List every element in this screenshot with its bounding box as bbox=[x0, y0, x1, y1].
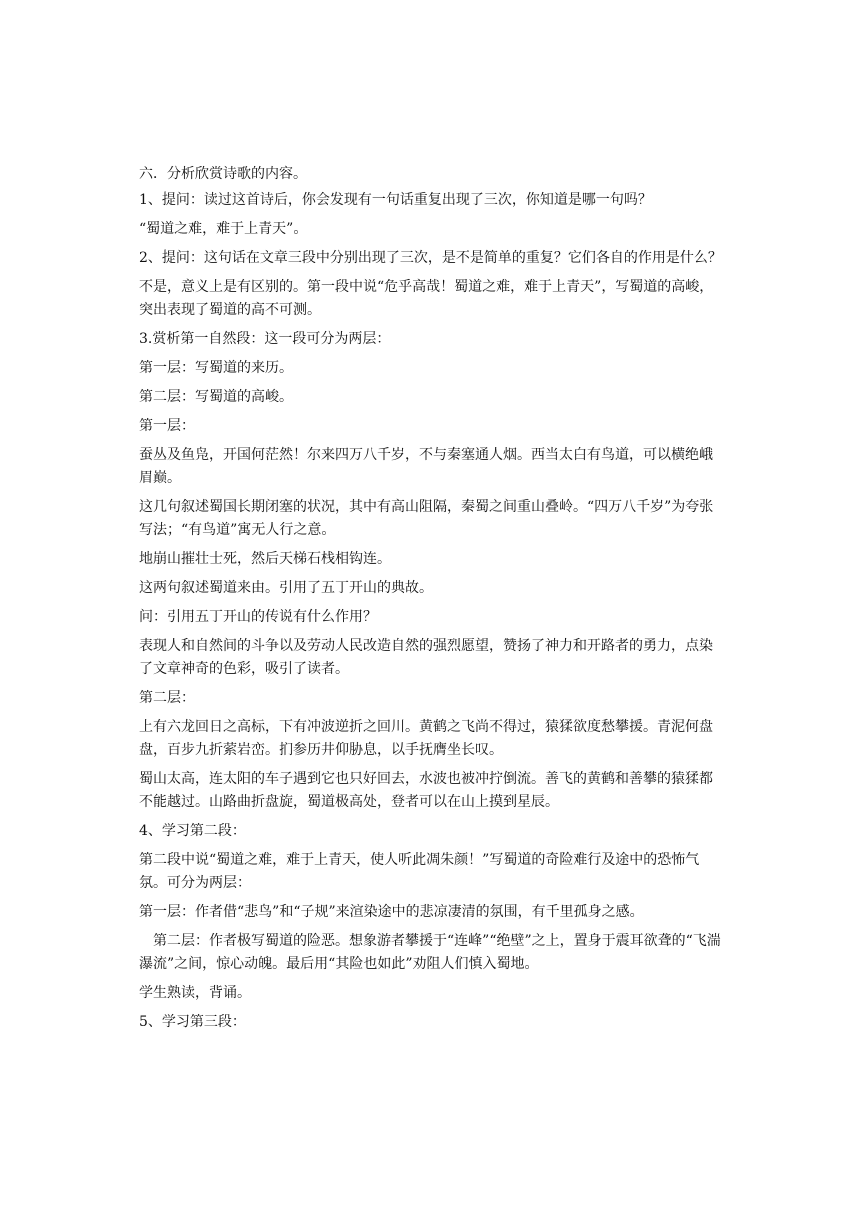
section-4-layer-1: 第一层：作者借“悲鸟”和“子规”来渲染途中的悲凉凄清的氛围，有千里孤身之感。 bbox=[139, 904, 644, 920]
layer-1-summary: 第一层：写蜀道的来历。 bbox=[139, 360, 293, 376]
section-3-heading: 3.赏析第一自然段：这一段可分为两层： bbox=[139, 331, 391, 347]
section-4-intro: 第二段中说“蜀道之难，难于上青天，使人听此凋朱颜！”写蜀道的奇险难行及途中的恐怖气氛。可分为两层： bbox=[139, 852, 700, 891]
question-3: 问：引用五丁开山的传说有什么作用？ bbox=[139, 609, 377, 625]
layer-2-heading: 第二层： bbox=[139, 690, 195, 706]
answer-3: 表现人和自然间的斗争以及劳动人民改造自然的强烈愿望，赞扬了神力和开路者的勇力，点染了文章神奇的色彩，吸引了读者。 bbox=[139, 638, 713, 677]
answer-2: 不是，意义上是有区别的。第一段中说“危乎高哉！蜀道之难，难于上青天”，写蜀道的高峻，突出表现了蜀道的高不可测。 bbox=[139, 279, 714, 318]
section-5-heading: 5、学习第三段： bbox=[139, 1014, 246, 1030]
explanation-1: 这几句叙述蜀国长期闭塞的状况，其中有高山阻隔，秦蜀之间重山叠岭。“四万八千岁”为夸张写法；“有鸟道”寓无人行之意。 bbox=[139, 499, 714, 538]
answer-1: “蜀道之难，难于上青天”。 bbox=[139, 221, 308, 237]
recitation-note: 学生熟读，背诵。 bbox=[139, 985, 251, 1001]
layer-2-summary: 第二层：写蜀道的高峻。 bbox=[139, 389, 293, 405]
section-4-heading: 4、学习第二段： bbox=[139, 823, 246, 839]
document-body bbox=[139, 163, 724, 1040]
layer-1-heading: 第一层： bbox=[139, 418, 195, 434]
question-1: 1、提问：读过这首诗后，你会发现有一句话重复出现了三次，你知道是哪一句吗？ bbox=[139, 192, 652, 208]
poem-lines-2: 地崩山摧壮士死，然后天梯石栈相钩连。 bbox=[139, 551, 391, 567]
section-4-layer-2: 第二层：作者极写蜀道的险恶。想象游者攀援于“连峰”“绝壁”之上，置身于震耳欲聋的“飞湍瀑流”之间，惊心动魄。最后用“其险也如此”劝阻人们慎入蜀地。 bbox=[139, 933, 721, 972]
explanation-3: 蜀山太高，连太阳的车子遇到它也只好回去，水波也被冲拧倒流。善飞的黄鹤和善攀的猿猱都不能越过。山路曲折盘旋，蜀道极高处，登者可以在山上摸到星辰。 bbox=[139, 771, 713, 810]
explanation-2: 这两句叙述蜀道来由。引用了五丁开山的典故。 bbox=[139, 580, 433, 596]
poem-lines-1: 蚕丛及鱼凫，开国何茫然！尔来四万八千岁，不与秦塞通人烟。西当太白有鸟道，可以横绝峨眉巅。 bbox=[139, 447, 713, 486]
section-heading: 六．分析欣赏诗歌的内容。 bbox=[139, 166, 307, 182]
question-2: 2、提问：这句话在文章三段中分别出现了三次，是不是简单的重复？它们各自的作用是什么？ bbox=[139, 250, 722, 266]
poem-lines-3: 上有六龙回日之高标，下有冲波逆折之回川。黄鹤之飞尚不得过，猿猱欲度愁攀援。青泥何盘盘，百步九折萦岩峦。扪参历井仰胁息，以手抚膺坐长叹。 bbox=[139, 719, 713, 758]
